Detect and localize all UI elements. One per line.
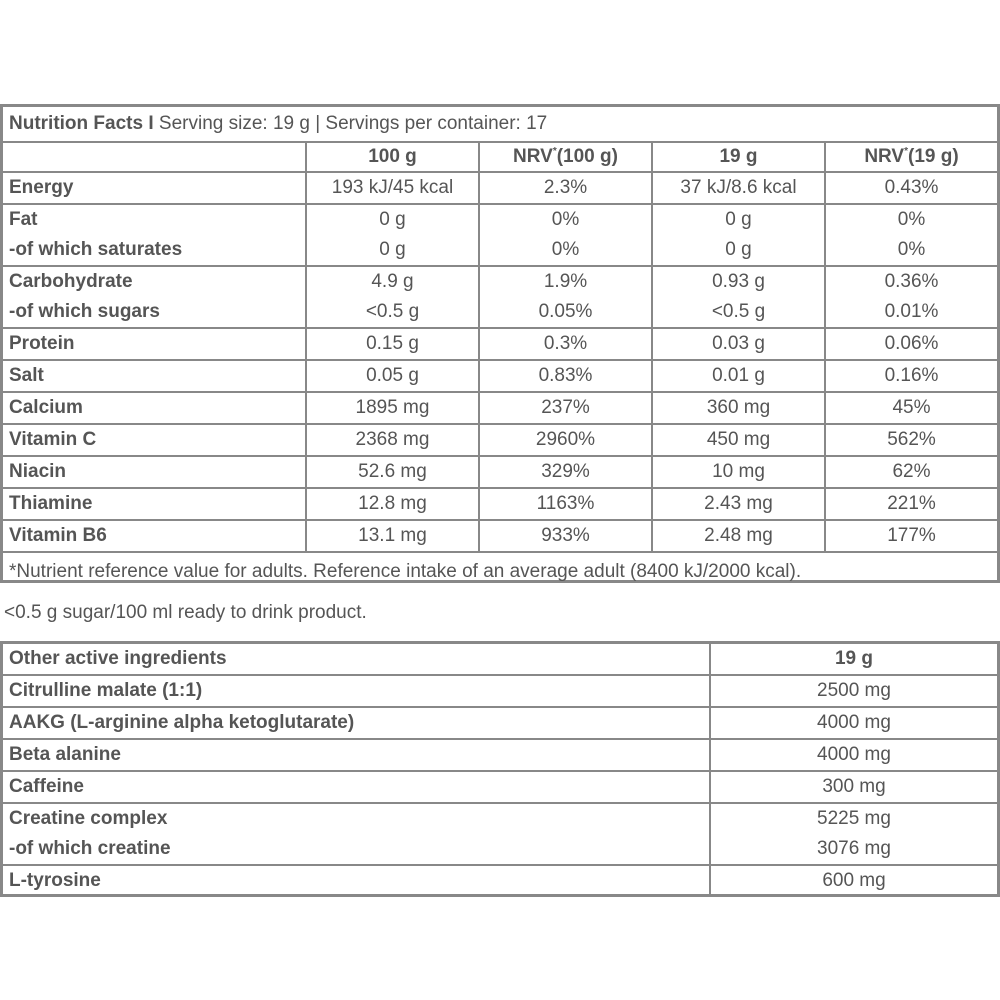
nutrition-footnote: *Nutrient reference value for adults. Reference intake of an average adult (8400 kJ/2000 kcal). [9, 561, 802, 582]
nutrient-label: Niacin [9, 461, 67, 482]
ingredient-value: 600 mg [709, 866, 997, 896]
nutrient-label: Vitamin B6 [9, 525, 107, 546]
ingredient-label: Beta alanine [9, 744, 121, 765]
nutrient-value: 37 kJ/8.6 kcal [651, 173, 824, 203]
nutrient-value: 0 g [305, 235, 478, 265]
nutrient-value: 1163% [478, 489, 651, 519]
nutrient-value: 450 mg [651, 425, 824, 455]
nutrition-row [3, 327, 997, 359]
nutrition-title [3, 107, 997, 141]
ingredient-label: Caffeine [9, 776, 84, 797]
nutrient-value: 2368 mg [305, 425, 478, 455]
nutrient-value: 221% [824, 489, 997, 519]
ingredient-value: 5225 mg [709, 804, 997, 834]
nutrient-value: 0 g [651, 235, 824, 265]
header-nrv-suffix: (100 g) [556, 146, 618, 167]
other-ingredients-table [0, 641, 1000, 897]
nutrient-value: <0.5 g [651, 297, 824, 327]
nutrition-title-bold: Nutrition Facts I [9, 113, 154, 134]
nutrient-value: 562% [824, 425, 997, 455]
nutrition-row [3, 455, 997, 487]
nutrition-title-row [3, 107, 997, 141]
nutrient-value: 2.43 mg [651, 489, 824, 519]
header-nrv-100g: NRV*(100 g) [478, 143, 651, 171]
nutrition-row [3, 203, 997, 235]
nutrition-row [3, 391, 997, 423]
nutrition-facts-table [0, 104, 1000, 583]
nutrient-value: 4.9 g [305, 267, 478, 297]
ingredient-row [3, 706, 997, 738]
nutrient-value: 0.05 g [305, 361, 478, 391]
ingredient-row [3, 674, 997, 706]
nutrient-value: 0% [824, 205, 997, 235]
nutrient-value: 0% [478, 235, 651, 265]
nutrition-row [3, 487, 997, 519]
nutrient-value: 52.6 mg [305, 457, 478, 487]
nutrient-label: Energy [9, 177, 74, 198]
header-nrv-19g: NRV*(19 g) [824, 143, 997, 171]
nutrient-label: -of which saturates [9, 239, 183, 260]
nutrient-value: 237% [478, 393, 651, 423]
nutrient-value: 0.43% [824, 173, 997, 203]
nutrient-label: Salt [9, 365, 44, 386]
header-19g: 19 g [651, 143, 824, 171]
sugar-note: <0.5 g sugar/100 ml ready to drink product. [4, 602, 367, 623]
nutrient-value: 0.16% [824, 361, 997, 391]
ingredients-header-19g: 19 g [709, 644, 997, 674]
ingredient-value: 3076 mg [709, 834, 997, 864]
ingredient-row [3, 738, 997, 770]
nutrition-row [3, 235, 997, 265]
nutrition-header-row [3, 141, 997, 171]
ingredients-body [3, 674, 997, 896]
ingredient-label: Citrulline malate (1:1) [9, 680, 203, 701]
ingredient-value: 4000 mg [709, 708, 997, 738]
nutrient-value: 177% [824, 521, 997, 551]
header-100g: 100 g [305, 143, 478, 171]
nutrient-value: 0% [478, 205, 651, 235]
nutrient-value: 13.1 mg [305, 521, 478, 551]
nutrient-value: 0.83% [478, 361, 651, 391]
ingredient-row [3, 834, 997, 864]
nutrient-value: 0.36% [824, 267, 997, 297]
nutrient-value: 0.15 g [305, 329, 478, 359]
nutrient-label: Thiamine [9, 493, 93, 514]
nutrient-value: 0.93 g [651, 267, 824, 297]
nutrient-value: 193 kJ/45 kcal [305, 173, 478, 203]
nutrition-body [3, 171, 997, 551]
nutrient-value: 0.03 g [651, 329, 824, 359]
nutrition-row [3, 297, 997, 327]
nutrient-value: 0.01 g [651, 361, 824, 391]
nutrient-value: 360 mg [651, 393, 824, 423]
nutrition-row [3, 359, 997, 391]
header-empty [3, 143, 305, 171]
ingredient-label: Creatine complex [9, 808, 168, 829]
ingredients-header-label: Other active ingredients [9, 648, 227, 669]
nutrient-value: 0 g [651, 205, 824, 235]
ingredients-header-row [3, 644, 997, 674]
nutrient-value: 62% [824, 457, 997, 487]
nutrient-value: <0.5 g [305, 297, 478, 327]
nutrition-title-rest: Serving size: 19 g | Servings per container: 17 [153, 113, 548, 134]
header-nrv-label: NRV [864, 146, 905, 167]
nutrient-value: 2.48 mg [651, 521, 824, 551]
ingredient-label: -of which creatine [9, 838, 171, 859]
nutrition-footnote-row [3, 551, 997, 591]
nutrition-row [3, 423, 997, 455]
header-nrv-suffix: (19 g) [908, 146, 959, 167]
ingredient-value: 2500 mg [709, 676, 997, 706]
nutrient-value: 10 mg [651, 457, 824, 487]
header-nrv-label: NRV [513, 146, 553, 167]
nutrition-row [3, 171, 997, 203]
nutrient-value: 2960% [478, 425, 651, 455]
ingredient-value: 300 mg [709, 772, 997, 802]
nutrient-label: -of which sugars [9, 301, 160, 322]
ingredient-label: L-tyrosine [9, 870, 101, 891]
nutrient-label: Carbohydrate [9, 271, 133, 292]
nutrient-label: Vitamin C [9, 429, 97, 450]
nutrient-value: 45% [824, 393, 997, 423]
ingredient-row [3, 770, 997, 802]
nutrient-value: 0% [824, 235, 997, 265]
nutrient-value: 12.8 mg [305, 489, 478, 519]
nutrient-value: 0.05% [478, 297, 651, 327]
ingredient-row [3, 864, 997, 896]
nutrition-row [3, 265, 997, 297]
nutrition-row [3, 519, 997, 551]
ingredient-label: AAKG (L-arginine alpha ketoglutarate) [9, 712, 355, 733]
nutrient-value: 2.3% [478, 173, 651, 203]
nutrient-label: Protein [9, 333, 75, 354]
nutrient-label: Fat [9, 209, 38, 230]
nutrient-label: Calcium [9, 397, 83, 418]
nutrient-value: 329% [478, 457, 651, 487]
nutrient-value: 0.01% [824, 297, 997, 327]
ingredient-value: 4000 mg [709, 740, 997, 770]
nutrient-value: 0.06% [824, 329, 997, 359]
ingredient-row [3, 802, 997, 834]
nutrient-value: 1.9% [478, 267, 651, 297]
nutrient-value: 933% [478, 521, 651, 551]
nutrient-value: 1895 mg [305, 393, 478, 423]
nutrient-value: 0 g [305, 205, 478, 235]
nutrient-value: 0.3% [478, 329, 651, 359]
